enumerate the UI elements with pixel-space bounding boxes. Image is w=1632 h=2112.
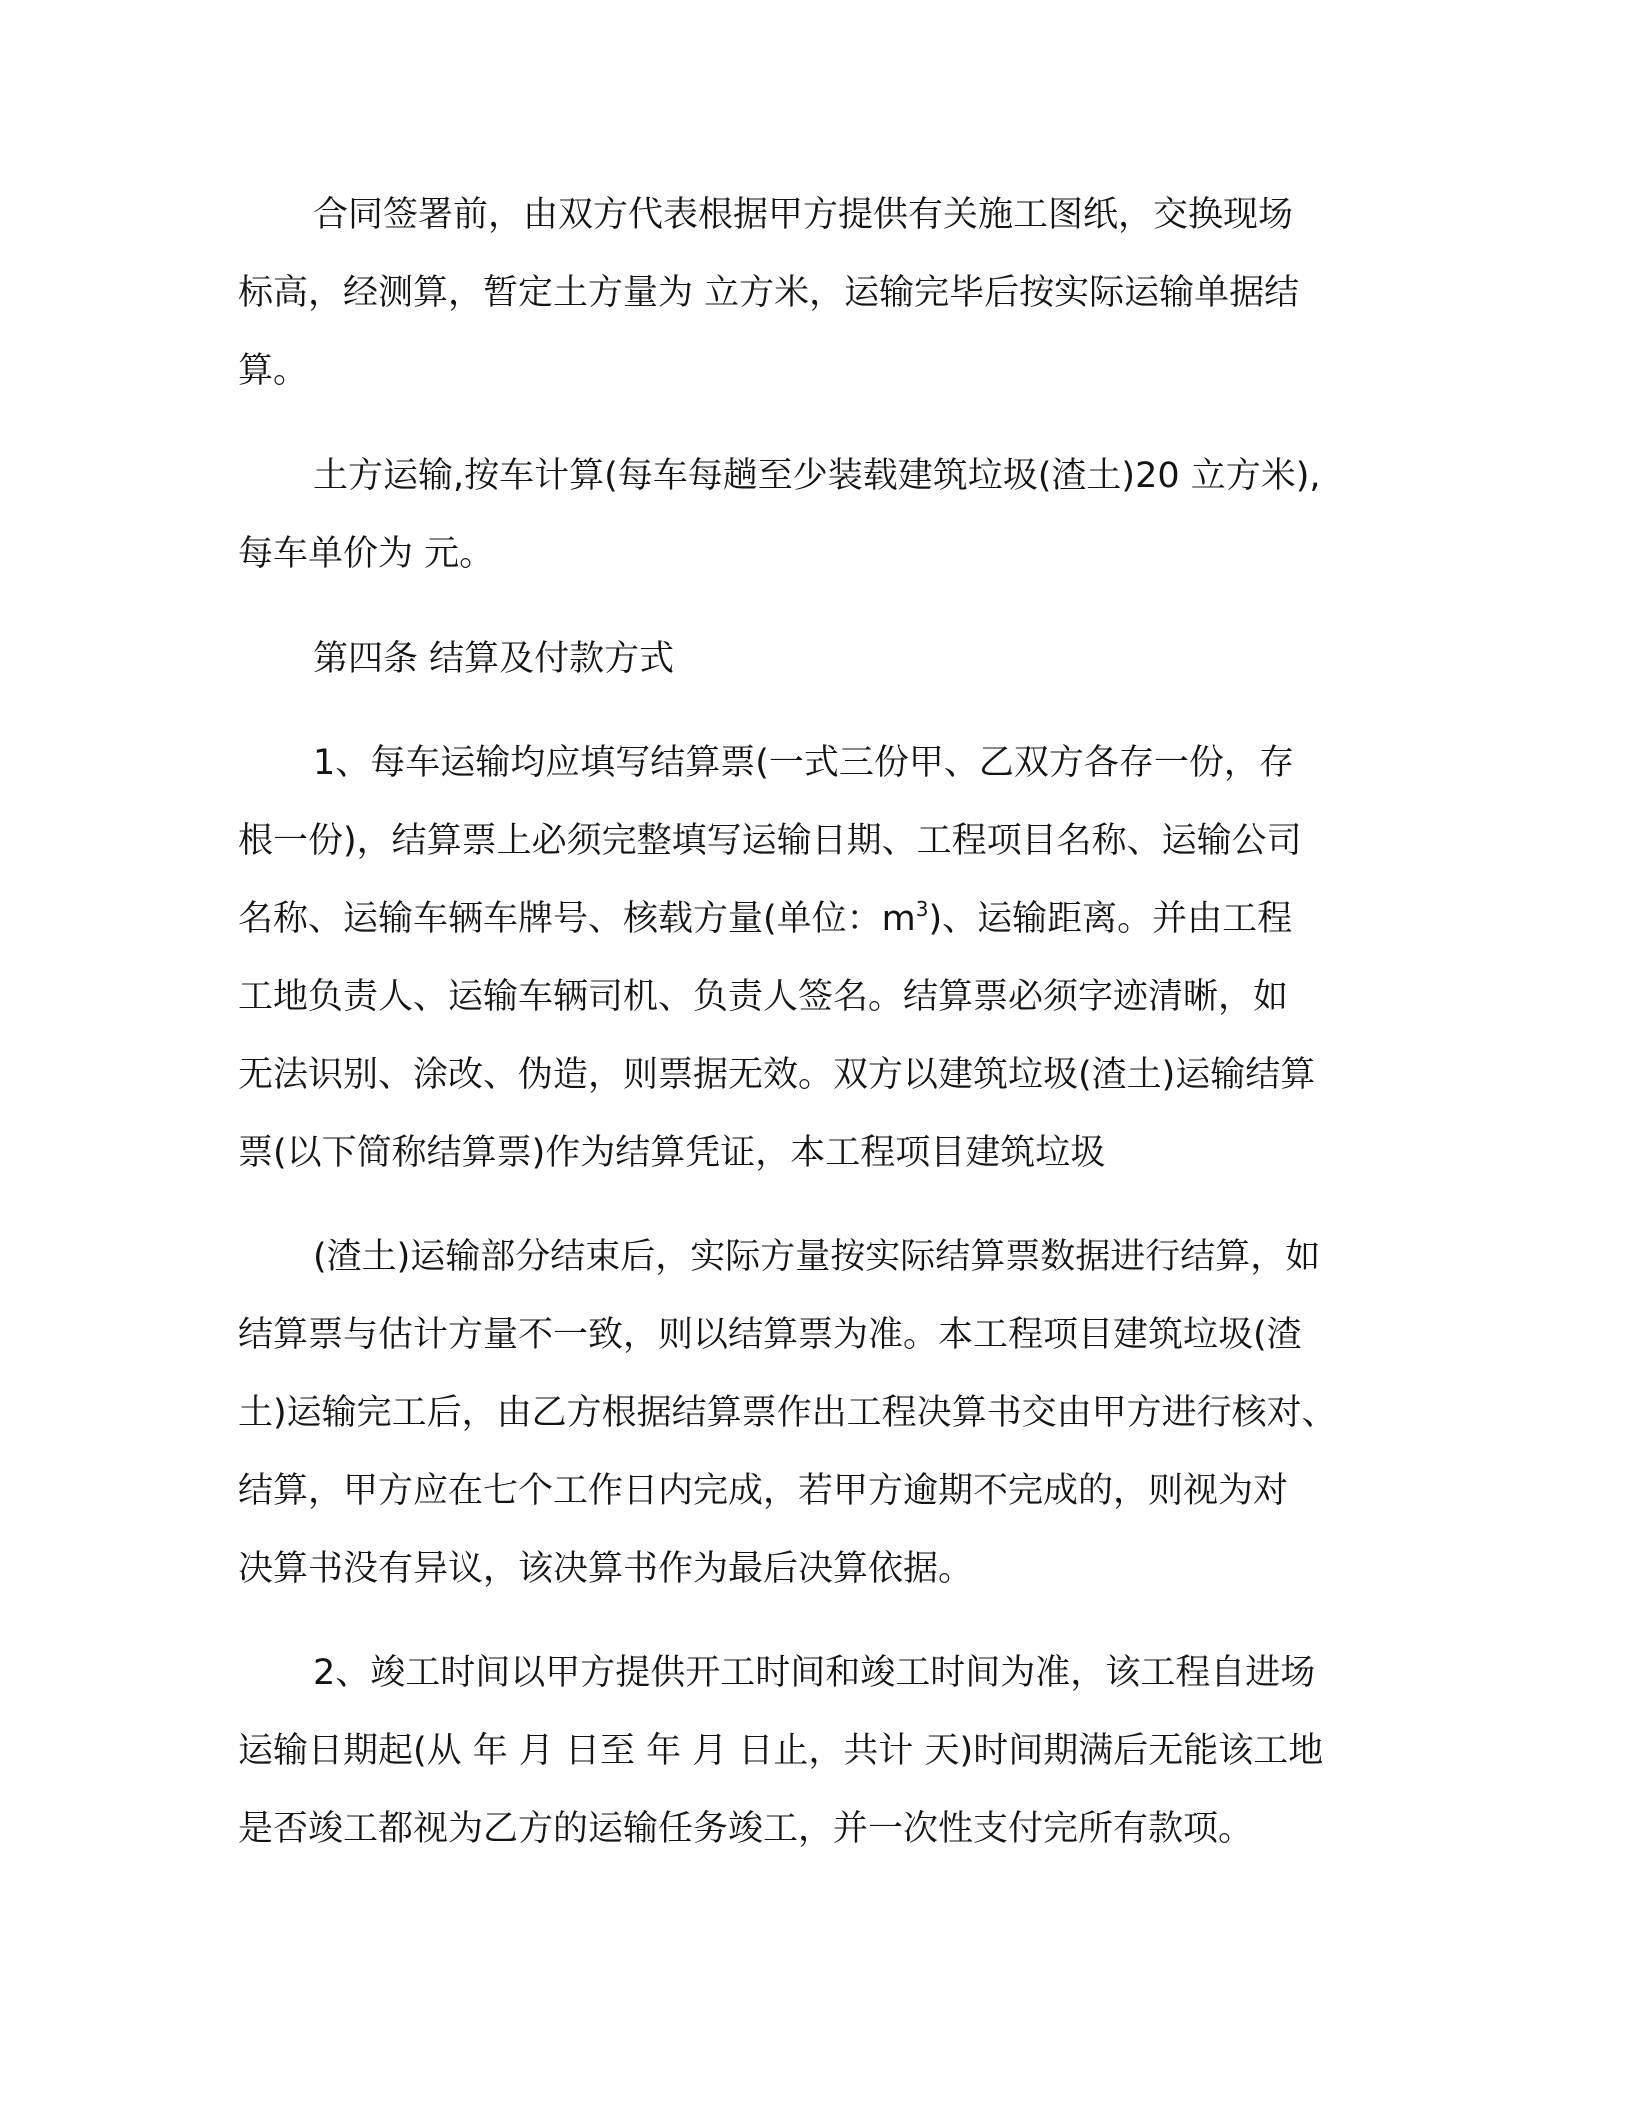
paragraph-6-line-1: 2、竣工时间以甲方提供开工时间和竣工时间为准，该工程自进场 (313, 1653, 1316, 1693)
paragraph-5-line-2: 结算票与估计方量不一致，则以结算票为准。本工程项目建筑垃圾(渣 (238, 1315, 1302, 1355)
paragraph-5-line-1: (渣土)运输部分结束后，实际方量按实际结算票数据进行结算，如 (313, 1237, 1321, 1277)
paragraph-1-line-3: 算。 (238, 351, 309, 391)
paragraph-2-line-1: 土方运输,按车计算(每车每趟至少装载建筑垃圾(渣土)20 立方米), (313, 456, 1321, 496)
paragraph-4-line-4: 工地负责人、运输车辆司机、负责人签名。结算票必须字迹清晰，如 (238, 977, 1289, 1017)
paragraph-4-line-5: 无法识别、涂改、伪造，则票据无效。双方以建筑垃圾(渣土)运输结算 (238, 1055, 1316, 1095)
paragraph-2-line-2: 每车单价为 元。 (238, 534, 495, 574)
paragraph-6-line-3: 是否竣工都视为乙方的运输任务竣工，并一次性支付完所有款项。 (238, 1809, 1254, 1849)
paragraph-5-line-5: 决算书没有异议，该决算书作为最后决算依据。 (238, 1549, 974, 1589)
paragraph-1-line-2: 标高，经测算，暂定土方量为 立方米，运输完毕后按实际运输单据结 (238, 273, 1300, 313)
paragraph-4-line-2: 根一份)，结算票上必须完整填写运输日期、工程项目名称、运输公司 (238, 821, 1302, 861)
paragraph-4-line-6: 票(以下简称结算票)作为结算凭证，本工程项目建筑垃圾 (238, 1133, 1106, 1173)
paragraph-4-line-3-text-b: )、运输距离。并由工程 (928, 899, 1293, 939)
paragraph-1-line-1: 合同签署前，由双方代表根据甲方提供有关施工图纸，交换现场 (313, 195, 1294, 235)
paragraph-4-line-3 (238, 894, 1292, 944)
superscript-3: 3 (915, 897, 929, 921)
paragraph-4-line-1: 1、每车运输均应填写结算票(一式三份甲、乙双方各存一份，存 (313, 743, 1294, 783)
paragraph-6-line-2: 运输日期起(从 年 月 日至 年 月 日止，共计 天)时间期满后无能该工地 (238, 1731, 1324, 1771)
paragraph-5-line-3: 土)运输完工后，由乙方根据结算票作出工程决算书交由甲方进行核对、 (238, 1393, 1337, 1433)
paragraph-4-line-3-text-a: 名称、运输车辆车牌号、核载方量(单位：m (238, 899, 916, 939)
paragraph-5-line-4: 结算，甲方应在七个工作日内完成，若甲方逾期不完成的，则视为对 (238, 1471, 1289, 1511)
section-heading: 第四条 结算及付款方式 (313, 639, 675, 679)
